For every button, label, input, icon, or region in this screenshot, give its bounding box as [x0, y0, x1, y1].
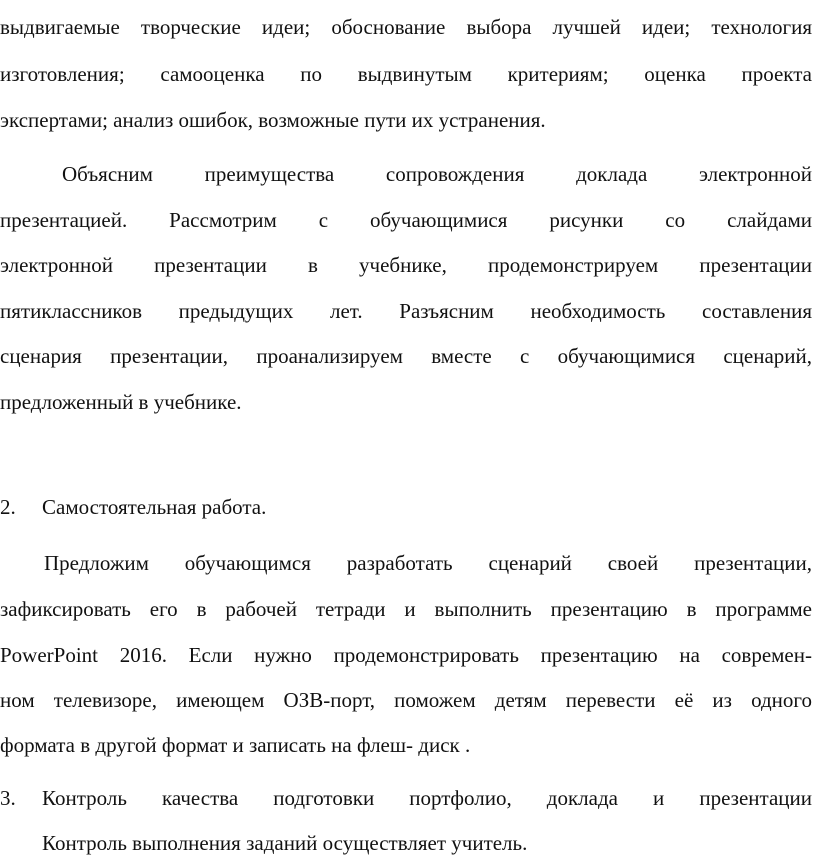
paragraph-2-line-5: сценария презентации, проанализируем вместе с обучающимися сценарий,	[0, 344, 812, 368]
paragraph-3-line-4: ном телевизоре, имеющем ОЗВ-порт, поможем детям перевести её из одного	[0, 688, 812, 712]
list-item-2-number: 2.	[0, 495, 16, 519]
paragraph-1-line-2: изготовления; самооценка по выдвинутым критериям; оценка проекта	[0, 62, 812, 86]
paragraph-2-line-4: пятиклассников предыдущих лет. Разъясним необходимость составления	[0, 299, 812, 323]
paragraph-1-line-3: экспертами; анализ ошибок, возможные пути их устранения.	[0, 108, 546, 132]
paragraph-3-line-3: PowerPoint 2016. Если нужно продемонстрировать презентацию на современ-	[0, 643, 812, 667]
list-item-2-text: Самостоятельная работа.	[42, 495, 267, 519]
paragraph-2-line-3: электронной презентации в учебнике, продемонстрируем презентации	[0, 253, 812, 277]
paragraph-3-line-5: формата в другой формат и записать на флеш- диск .	[0, 733, 471, 757]
list-item-3-line-1: Контроль качества подготовки портфолио, доклада и презентации	[42, 786, 812, 810]
paragraph-1-line-1: выдвигаемые творческие идеи; обоснование выбора лучшей идеи; технология	[0, 15, 812, 39]
list-item-3-line-2: Контроль выполнения заданий осуществляет учитель.	[42, 831, 528, 855]
list-item-3-number: 3.	[0, 786, 16, 810]
paragraph-3-line-2: зафиксировать его в рабочей тетради и выполнить презентацию в программе	[0, 597, 812, 621]
paragraph-2-line-1: Объясним преимущества сопровождения доклада электронной	[62, 162, 812, 186]
paragraph-2-line-2: презентацией. Рассмотрим с обучающимися рисунки со слайдами	[0, 208, 812, 232]
paragraph-2-line-6: предложенный в учебнике.	[0, 390, 242, 414]
paragraph-3-line-1: Предложим обучающимся разработать сценарий своей презентации,	[44, 551, 812, 575]
